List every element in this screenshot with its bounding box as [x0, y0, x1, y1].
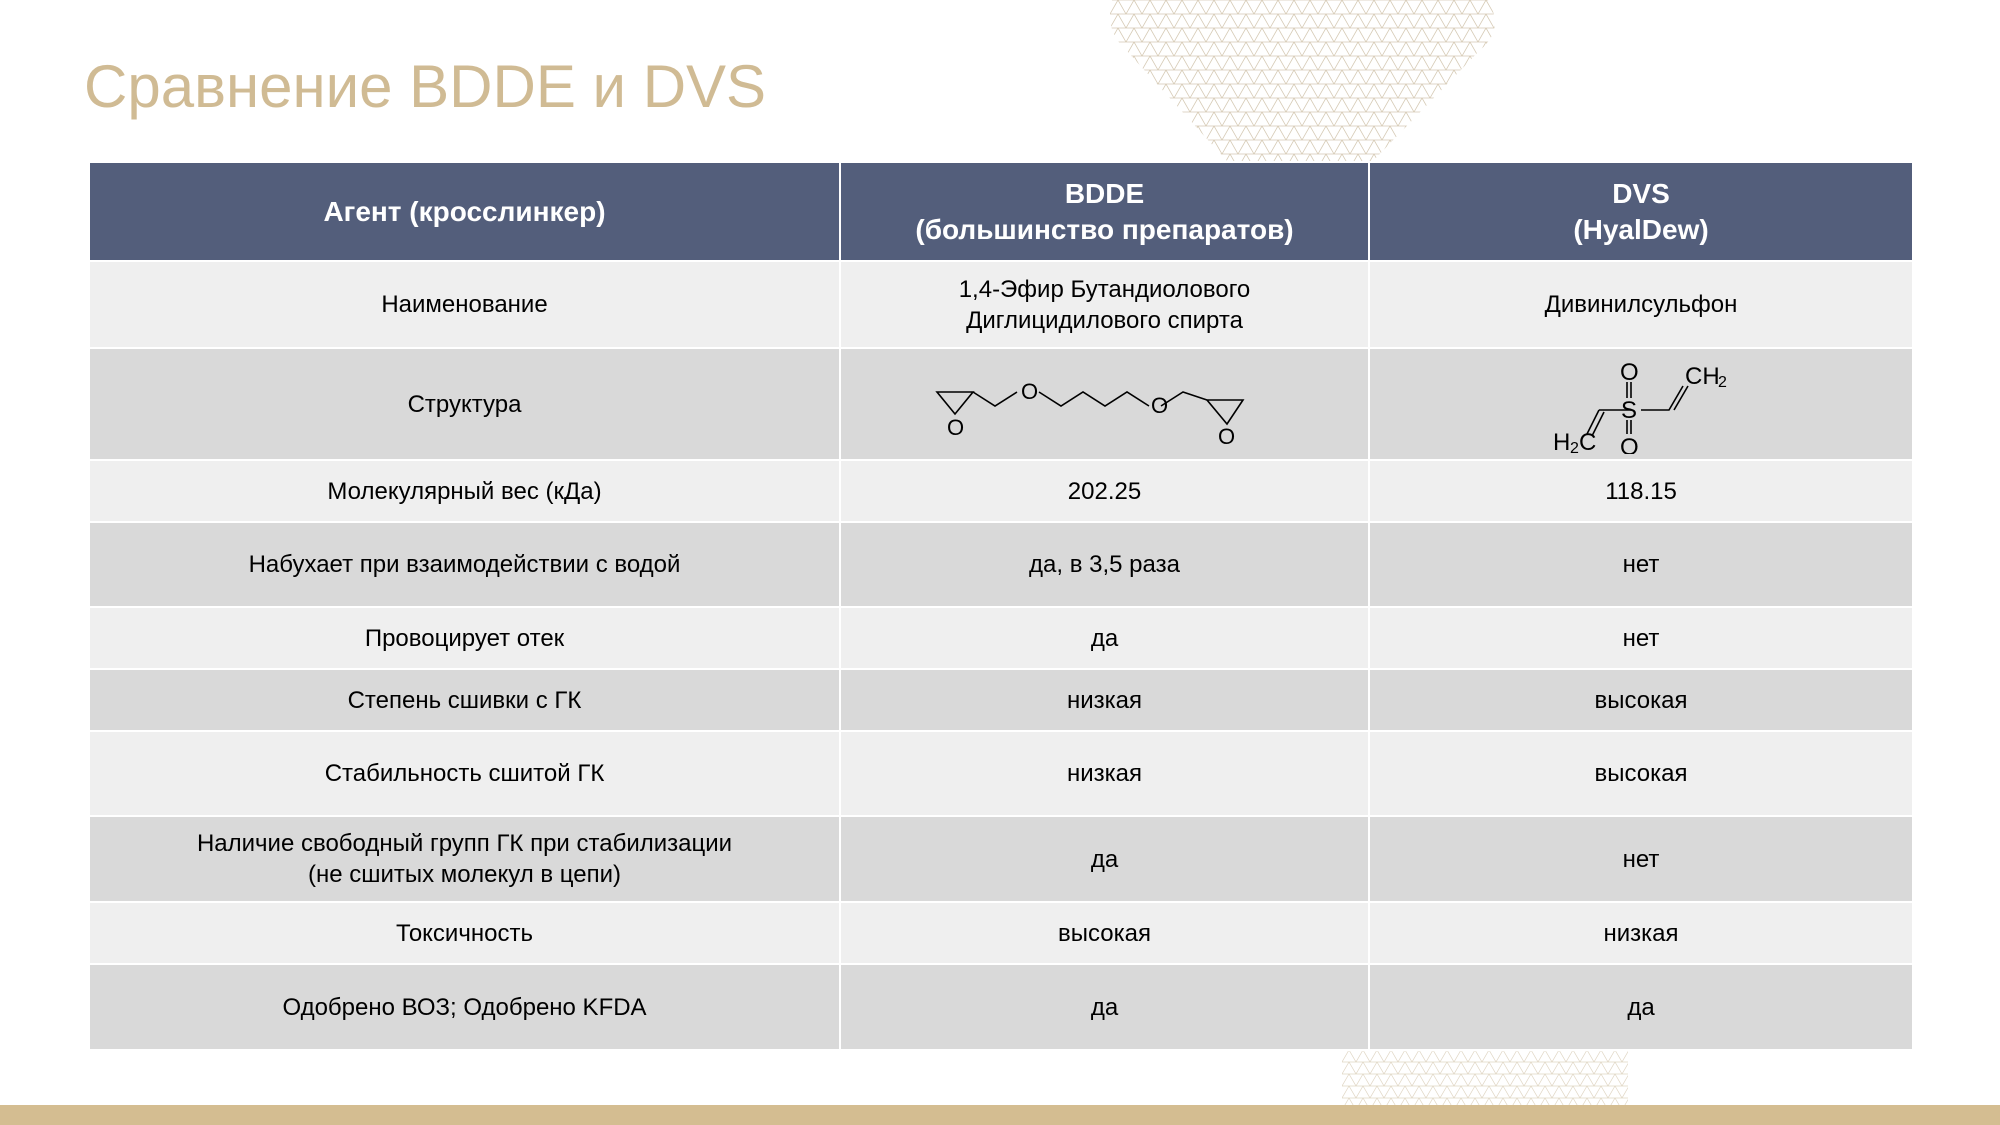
header-bdde-title: BDDE [1064, 177, 1145, 209]
row-label [89, 522, 840, 607]
header-dvs-title: DVS [1612, 177, 1670, 209]
dvs-group-h-subscript: 2 [1570, 440, 1579, 454]
table-row-free-groups [89, 816, 1913, 902]
dvs-structure-cell [1369, 348, 1913, 460]
header-bdde-subtitle: (большинство препаратов) [915, 213, 1294, 245]
bdde-value [840, 607, 1369, 669]
label-text: Структура [407, 390, 522, 418]
bdde-toxicity: высокая [1058, 919, 1151, 947]
dvs-atom-s: S [1621, 397, 1638, 424]
dvs-value [1369, 902, 1913, 964]
dvs-structure-image [1531, 354, 1751, 454]
dvs-value [1369, 460, 1913, 522]
table-header-row [89, 162, 1913, 261]
table-row-swelling [89, 522, 1913, 607]
row-label [89, 348, 840, 460]
header-bdde [840, 162, 1369, 261]
bdde-name-line1: 1,4-Эфир Бутандиолового [958, 275, 1251, 303]
dvs-free-groups: нет [1622, 845, 1660, 873]
dvs-name: Дивинилсульфон [1544, 291, 1738, 318]
label-text-line2: (не сшитых молекул в цепи) [307, 861, 622, 888]
table-row-approval [89, 964, 1913, 1050]
dvs-value [1369, 607, 1913, 669]
bdde-edema: да [1090, 624, 1119, 652]
bdde-name-line2: Диглицидилового спирта [966, 306, 1243, 334]
dvs-weight: 118.15 [1605, 477, 1677, 505]
bdde-atom-o3: O [1150, 393, 1168, 418]
dvs-value [1369, 816, 1913, 902]
row-label [89, 816, 840, 902]
table-row-weight [89, 460, 1913, 522]
table-row-structure [89, 348, 1913, 460]
decorative-mesh-bottom [1342, 1050, 1628, 1106]
row-label [89, 731, 840, 816]
bdde-swelling: да, в 3,5 раза [1029, 551, 1180, 578]
dvs-atom-o-top: O [1620, 359, 1639, 386]
label-text: Провоцирует отек [364, 624, 565, 652]
bdde-atom-o1: O [946, 415, 964, 440]
bdde-value [840, 902, 1369, 964]
label-text: Степень сшивки с ГК [347, 686, 582, 714]
header-agent-text: Агент (кросслинкер) [323, 195, 606, 227]
dvs-group-c: C [1579, 429, 1597, 454]
row-label [89, 460, 840, 522]
bdde-value [840, 964, 1369, 1050]
dvs-group-ch: CH [1685, 363, 1720, 390]
table-row-name [89, 261, 1913, 348]
comparison-table-container [88, 161, 1912, 1051]
bdde-stability: низкая [1066, 760, 1143, 787]
bottom-accent-bar [0, 1105, 2000, 1125]
row-label [89, 261, 840, 348]
row-label [89, 669, 840, 731]
bdde-atom-o4: O [1217, 424, 1235, 444]
dvs-value [1369, 522, 1913, 607]
dvs-stability: высокая [1594, 760, 1688, 787]
label-text: Набухает при взаимодействии с водой [248, 551, 681, 578]
bdde-value [840, 816, 1369, 902]
bdde-value [840, 522, 1369, 607]
bdde-approval: да [1090, 993, 1119, 1021]
bdde-value [840, 731, 1369, 816]
bdde-value [840, 460, 1369, 522]
row-label [89, 902, 840, 964]
page-title: Сравнение BDDE и DVS [84, 53, 767, 120]
dvs-approval: да [1627, 993, 1655, 1021]
label-text: Одобрено ВОЗ; Одобрено KFDA [282, 993, 647, 1021]
bdde-value [840, 669, 1369, 731]
dvs-value [1369, 261, 1913, 348]
bdde-crosslink: низкая [1066, 686, 1143, 714]
table-row-crosslink [89, 669, 1913, 731]
header-dvs [1369, 162, 1913, 261]
bdde-value [840, 261, 1369, 348]
dvs-value [1369, 669, 1913, 731]
label-text: Стабильность сшитой ГК [324, 760, 605, 787]
dvs-crosslink: высокая [1594, 686, 1688, 714]
dvs-value [1369, 731, 1913, 816]
bdde-free-groups: да [1090, 845, 1119, 873]
header-agent [89, 162, 840, 261]
row-label [89, 607, 840, 669]
bdde-structure-image [925, 364, 1285, 444]
table-row-edema [89, 607, 1913, 669]
bdde-weight: 202.25 [1067, 477, 1142, 505]
table-row-toxicity [89, 902, 1913, 964]
dvs-swelling: нет [1622, 551, 1660, 578]
label-text: Токсичность [396, 919, 533, 947]
label-text: Молекулярный вес (кДа) [327, 477, 602, 505]
bdde-structure-cell [840, 348, 1369, 460]
table-row-stability [89, 731, 1913, 816]
decorative-mesh-top [1110, 0, 1500, 162]
header-dvs-subtitle: (HyalDew) [1573, 213, 1709, 245]
dvs-edema: нет [1622, 624, 1660, 652]
dvs-value [1369, 964, 1913, 1050]
label-text: Наименование [381, 291, 548, 318]
dvs-group-ch-subscript: 2 [1718, 374, 1727, 391]
row-label [89, 964, 840, 1050]
label-text-line1: Наличие свободный групп ГК при стабилизации [196, 830, 733, 857]
dvs-group-h: H [1553, 429, 1571, 454]
dvs-toxicity: низкая [1603, 919, 1679, 947]
dvs-atom-o-bottom: O [1620, 434, 1639, 454]
comparison-table [88, 161, 1914, 1051]
bdde-atom-o2: O [1020, 379, 1038, 404]
